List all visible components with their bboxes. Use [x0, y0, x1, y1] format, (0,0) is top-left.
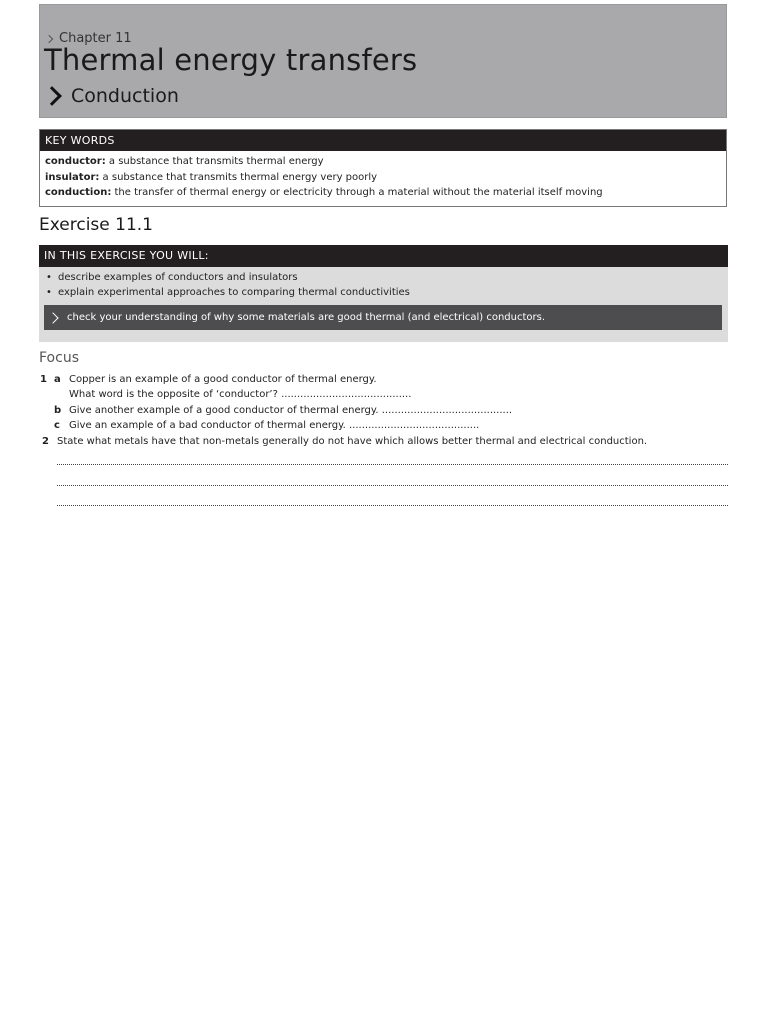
- answer-line[interactable]: [57, 485, 728, 486]
- question-1b: [54, 405, 512, 416]
- key-word-term: conductor:: [45, 156, 106, 167]
- section-title: [45, 85, 179, 107]
- key-words-box: [39, 129, 727, 207]
- question-letter: c: [54, 420, 60, 431]
- key-word-definition: the transfer of thermal energy or electricity through a material without the material itself moving: [111, 187, 603, 198]
- chevron-right-icon: [42, 86, 62, 106]
- exercise-objectives-box: [39, 245, 728, 342]
- focus-heading: Focus: [39, 350, 79, 366]
- question-text: Give another example of a good conductor of thermal energy. .........................................: [69, 405, 513, 416]
- key-word-item: [45, 185, 721, 201]
- key-word-term: insulator:: [45, 171, 100, 183]
- question-text: Give an example of a bad conductor of thermal energy. .........................................: [69, 420, 480, 431]
- question-number: 2: [42, 436, 49, 447]
- question-number: 1: [40, 374, 47, 385]
- question-text: Copper is an example of a good conductor of thermal energy.: [69, 374, 377, 385]
- objective-item: • describe examples of conductors and insulators: [39, 270, 728, 285]
- page-title: Thermal energy transfers: [44, 43, 418, 77]
- chapter-header: [39, 4, 727, 118]
- question-letter: a: [54, 374, 61, 385]
- answer-line[interactable]: [57, 505, 728, 506]
- chevron-right-icon: [45, 34, 53, 42]
- key-word-term: conduction:: [45, 187, 112, 198]
- chapter-text: Chapter 11: [59, 31, 132, 46]
- question-1a: [40, 374, 377, 385]
- question-1a-prompt: What word is the opposite of ‘conductor’? .........................................: [69, 389, 412, 400]
- answer-line[interactable]: [57, 464, 728, 465]
- check-text: check your understanding of why some materials are good thermal (and electrical) conductors.: [67, 312, 546, 323]
- key-words-heading: KEY WORDS: [40, 130, 726, 151]
- question-2: [42, 436, 647, 447]
- key-words-list: [40, 151, 726, 204]
- question-1c: [54, 420, 479, 431]
- key-word-item: [45, 154, 721, 170]
- objectives-list: [39, 267, 728, 300]
- check-understanding-bar: [44, 305, 722, 330]
- key-word-definition: a substance that transmits thermal energy: [105, 156, 324, 167]
- exercise-heading: IN THIS EXERCISE YOU WILL:: [39, 245, 728, 267]
- key-word-definition: a substance that transmits thermal energy very poorly: [99, 171, 378, 183]
- section-text: Conduction: [71, 85, 179, 107]
- question-letter: b: [54, 405, 62, 416]
- question-text: State what metals have that non-metals generally do not have which allows better thermal and electrical conduction.: [57, 436, 648, 447]
- exercise-title: Exercise 11.1: [39, 215, 153, 235]
- chevron-right-icon: [47, 312, 58, 323]
- key-word-item: [45, 170, 721, 186]
- objective-item: • explain experimental approaches to comparing thermal conductivities: [39, 285, 728, 300]
